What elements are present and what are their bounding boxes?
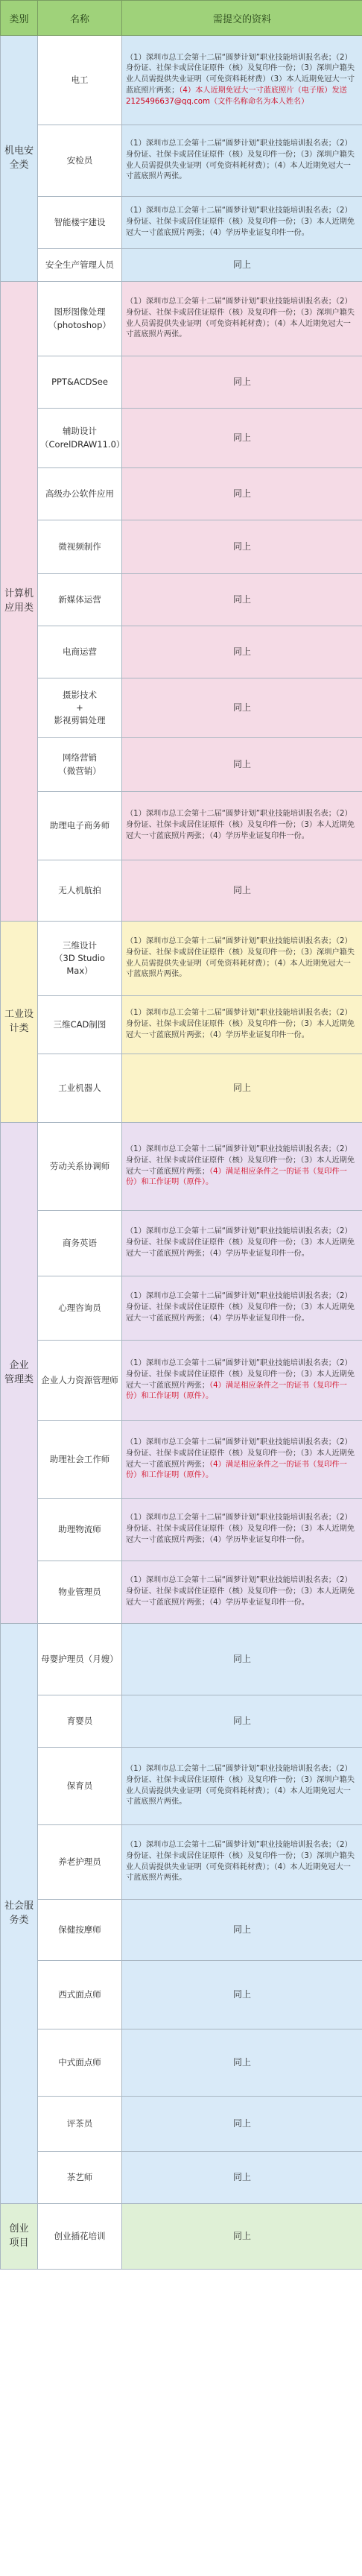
table-row (1, 1341, 362, 1421)
table-row (1, 36, 362, 125)
table-row (1, 792, 362, 860)
table-row (1, 996, 362, 1054)
requirement-highlight: （4）满足相应条件之一的证书（复印件一份）和工作证明（原件）。 (126, 1167, 347, 1187)
table-row (1, 2029, 362, 2097)
table-row (1, 738, 362, 792)
course-name: 创业插花培训 (38, 2204, 122, 2270)
table-row (1, 2152, 362, 2204)
course-name: 无人机航拍 (38, 860, 122, 922)
category-cell: 机电安 全类 (1, 36, 38, 282)
requirement-cell: （1）深圳市总工会第十二届“圆梦计划”职业技能培训报名表；（2）身份证、社保卡或居住证原件（核）及复印件一份；（3）本人近期免冠大一寸蓝底照片两张；（4）学历毕业证复印件一份。 (122, 197, 362, 249)
requirement-cell: 同上 (122, 1695, 362, 1748)
table-row (1, 922, 362, 996)
requirement-cell: 同上 (122, 1961, 362, 2029)
course-name: 安检员 (38, 125, 122, 197)
requirement-cell: 同上 (122, 2029, 362, 2097)
requirement-cell: （1）深圳市总工会第十二届“圆梦计划”职业技能培训报名表；（2）身份证、社保卡或居住证原件（核）及复印件一份；（3）本人近期免冠大一寸蓝底照片两张；（4）学历毕业证复印件一份。 (122, 1499, 362, 1561)
course-name: 智能楼宇建设 (38, 197, 122, 249)
course-name: 企业人力资源管理师 (38, 1341, 122, 1421)
table-row (1, 520, 362, 574)
requirement-cell: （1）深圳市总工会第十二届“圆梦计划”职业技能培训报名表；（2）身份证、社保卡或居住证原件（核）及复印件一份；（3）本人近期免冠大一寸蓝底照片两张；（4）满足相应条件之一的证书（复印件一份）和工作证明（原件）。 (122, 1341, 362, 1421)
course-name: 图形图像处理 （photoshop） (38, 282, 122, 356)
table-row (1, 2097, 362, 2152)
table-row (1, 860, 362, 922)
requirement-cell: 同上 (122, 574, 362, 626)
category-cell: 工业设 计类 (1, 922, 38, 1123)
requirement-cell: 同上 (122, 409, 362, 468)
table-row (1, 1421, 362, 1499)
table-row (1, 1748, 362, 1825)
table-row (1, 356, 362, 409)
course-name: 助理物流师 (38, 1499, 122, 1561)
table-row (1, 1211, 362, 1276)
course-name: 西式面点师 (38, 1961, 122, 2029)
course-name: 三维设计 （3D Studio Max） (38, 922, 122, 996)
requirement-cell: 同上 (122, 678, 362, 738)
course-name: 微视频制作 (38, 520, 122, 574)
requirement-cell: 同上 (122, 2097, 362, 2152)
course-name: 工业机器人 (38, 1054, 122, 1123)
table-row (1, 1961, 362, 2029)
requirement-cell: 同上 (122, 626, 362, 678)
requirement-cell: （1）深圳市总工会第十二届“圆梦计划”职业技能培训报名表；（2）身份证、社保卡或居住证原件（核）及复印件一份；（3）本人近期免冠大一寸蓝底照片两张；（4）满足相应条件之一的证书（复印件一份）和工作证明（原件）。 (122, 1123, 362, 1211)
requirement-cell: （1）深圳市总工会第十二届“圆梦计划”职业技能培训报名表；（2）身份证、社保卡或居住证原件（核）及复印件一份；（3）本人近期免冠大一寸蓝底照片两张；（4）学历毕业证复印件一份。 (122, 1211, 362, 1276)
course-name: 劳动关系协调师 (38, 1123, 122, 1211)
table-row (1, 1561, 362, 1624)
table-row (1, 678, 362, 738)
table-row (1, 1276, 362, 1341)
table-row (1, 2204, 362, 2270)
course-name: 助理电子商务师 (38, 792, 122, 860)
course-name: 养老护理员 (38, 1825, 122, 1900)
course-name: PPT&ACDSee (38, 356, 122, 409)
requirement-cell: （1）深圳市总工会第十二届“圆梦计划”职业技能培训报名表；（2）身份证、社保卡或居住证原件（核）及复印件一份；（3）本人近期免冠大一寸蓝底照片两张；（4）满足相应条件之一的证书（复印件一份）和工作证明（原件）。 (122, 1421, 362, 1499)
course-name: 辅助设计 （CorelDRAW11.0） (38, 409, 122, 468)
requirement-cell: 同上 (122, 1900, 362, 1961)
requirement-cell: 同上 (122, 1624, 362, 1695)
table-row (1, 574, 362, 626)
category-cell: 企业 管理类 (1, 1123, 38, 1624)
category-cell: 创业 项目 (1, 2204, 38, 2270)
course-name: 网络营销 （微营销） (38, 738, 122, 792)
course-name: 商务英语 (38, 1211, 122, 1276)
requirement-cell: （1）深圳市总工会第十二届“圆梦计划”职业技能培训报名表；（2）身份证、社保卡或居住证原件（核）及复印件一份；（3）深圳户籍失业人员需提供失业证明（可免资料耗材费）；（4）本人近期免冠大一寸蓝底照片两张。 (122, 1825, 362, 1900)
header-materials: 需提交的资料 (122, 1, 362, 36)
course-name: 电工 (38, 36, 122, 125)
table-row (1, 125, 362, 197)
course-name: 安全生产管理人员 (38, 249, 122, 282)
course-name: 保健按摩师 (38, 1900, 122, 1961)
requirement-cell: 同上 (122, 520, 362, 574)
requirement-cell: 同上 (122, 249, 362, 282)
requirement-cell: 同上 (122, 356, 362, 409)
table-row (1, 468, 362, 520)
requirement-cell: 同上 (122, 860, 362, 922)
requirement-cell: 同上 (122, 1054, 362, 1123)
header-category: 类别 (1, 1, 38, 36)
requirement-cell: 同上 (122, 468, 362, 520)
table-row (1, 1499, 362, 1561)
table-row (1, 1825, 362, 1900)
requirement-cell: （1）深圳市总工会第十二届“圆梦计划”职业技能培训报名表；（2）身份证、社保卡或居住证原件（核）及复印件一份；（3）本人近期免冠大一寸蓝底照片两张；（4）学历毕业证复印件一份。 (122, 1276, 362, 1341)
course-name: 新媒体运营 (38, 574, 122, 626)
course-name: 评茶员 (38, 2097, 122, 2152)
course-name: 电商运营 (38, 626, 122, 678)
table-row (1, 1900, 362, 1961)
requirement-cell: 同上 (122, 2204, 362, 2270)
course-name: 物业管理员 (38, 1561, 122, 1624)
table-row (1, 1695, 362, 1748)
course-name: 中式面点师 (38, 2029, 122, 2097)
requirement-highlight: （4）本人近期免冠大一寸蓝底照片（电子版）发送2125496637@qq.com（文件名称命名为本人姓名） (126, 86, 347, 106)
header-name: 名称 (38, 1, 122, 36)
requirement-cell: （1）深圳市总工会第十二届“圆梦计划”职业技能培训报名表；（2）身份证、社保卡或居住证原件（核）及复印件一份；（3）本人近期免冠大一寸蓝底照片两张；（4）学历毕业证复印件一份。 (122, 996, 362, 1054)
requirement-cell: 同上 (122, 2152, 362, 2204)
course-name: 高级办公软件应用 (38, 468, 122, 520)
category-cell: 社会服 务类 (1, 1624, 38, 2204)
table-row (1, 1054, 362, 1123)
category-cell: 计算机 应用类 (1, 282, 38, 922)
requirement-cell: （1）深圳市总工会第十二届“圆梦计划”职业技能培训报名表；（2）身份证、社保卡或居住证原件（核）及复印件一份；（3）深圳户籍失业人员需提供失业证明（可免资料耗材费）（3）本人近期免冠大一寸蓝底照片两张；（4）本人近期免冠大一寸蓝底照片（电子版）发送2125496637@qq.com（文件名称命名为本人姓名） (122, 36, 362, 125)
requirement-cell: （1）深圳市总工会第十二届“圆梦计划”职业技能培训报名表；（2）身份证、社保卡或居住证原件（核）及复印件一份；（3）深圳户籍失业人员需提供失业证明（可免资料耗材费）；（4）本人近期免冠大一寸蓝底照片两张。 (122, 125, 362, 197)
requirement-cell: （1）深圳市总工会第十二届“圆梦计划”职业技能培训报名表；（2）身份证、社保卡或居住证原件（核）及复印件一份；（3）深圳户籍失业人员需提供失业证明（可免资料耗材费）；（4）本人近期免冠大一寸蓝底照片两张。 (122, 1748, 362, 1825)
course-name: 保育员 (38, 1748, 122, 1825)
course-name: 茶艺师 (38, 2152, 122, 2204)
table-row (1, 249, 362, 282)
course-name: 心理咨询员 (38, 1276, 122, 1341)
requirement-cell: （1）深圳市总工会第十二届“圆梦计划”职业技能培训报名表；（2）身份证、社保卡或居住证原件（核）及复印件一份；（3）深圳户籍失业人员需提供失业证明（可免资料耗材费）；（4）本人近期免冠大一寸蓝底照片两张。 (122, 282, 362, 356)
table-row (1, 282, 362, 356)
course-name: 助理社会工作师 (38, 1421, 122, 1499)
table-row (1, 1123, 362, 1211)
requirement-cell: （1）深圳市总工会第十二届“圆梦计划”职业技能培训报名表；（2）身份证、社保卡或居住证原件（核）及复印件一份；（3）深圳户籍失业人员需提供失业证明（可免资料耗材费）；（4）本人近期免冠大一寸蓝底照片两张。 (122, 922, 362, 996)
table-row (1, 409, 362, 468)
requirement-cell: （1）深圳市总工会第十二届“圆梦计划”职业技能培训报名表；（2）身份证、社保卡或居住证原件（核）及复印件一份；（3）本人近期免冠大一寸蓝底照片两张；（4）学历毕业证复印件一份。 (122, 1561, 362, 1624)
course-name: 育婴员 (38, 1695, 122, 1748)
course-name: 摄影技术 + 影视剪辑处理 (38, 678, 122, 738)
requirement-cell: （1）深圳市总工会第十二届“圆梦计划”职业技能培训报名表；（2）身份证、社保卡或居住证原件（核）及复印件一份；（3）本人近期免冠大一寸蓝底照片两张；（4）学历毕业证复印件一份。 (122, 792, 362, 860)
table-row (1, 197, 362, 249)
requirement-cell: 同上 (122, 738, 362, 792)
header-row (1, 1, 362, 36)
table-row (1, 1624, 362, 1695)
requirement-highlight: （4）满足相应条件之一的证书（复印件一份）和工作证明（原件）。 (126, 1460, 347, 1480)
table-row (1, 626, 362, 678)
course-name: 母婴护理员（月嫂） (38, 1624, 122, 1695)
requirement-highlight: （4）满足相应条件之一的证书（复印件一份）和工作证明（原件）。 (126, 1381, 347, 1401)
course-name: 三维CAD制图 (38, 996, 122, 1054)
